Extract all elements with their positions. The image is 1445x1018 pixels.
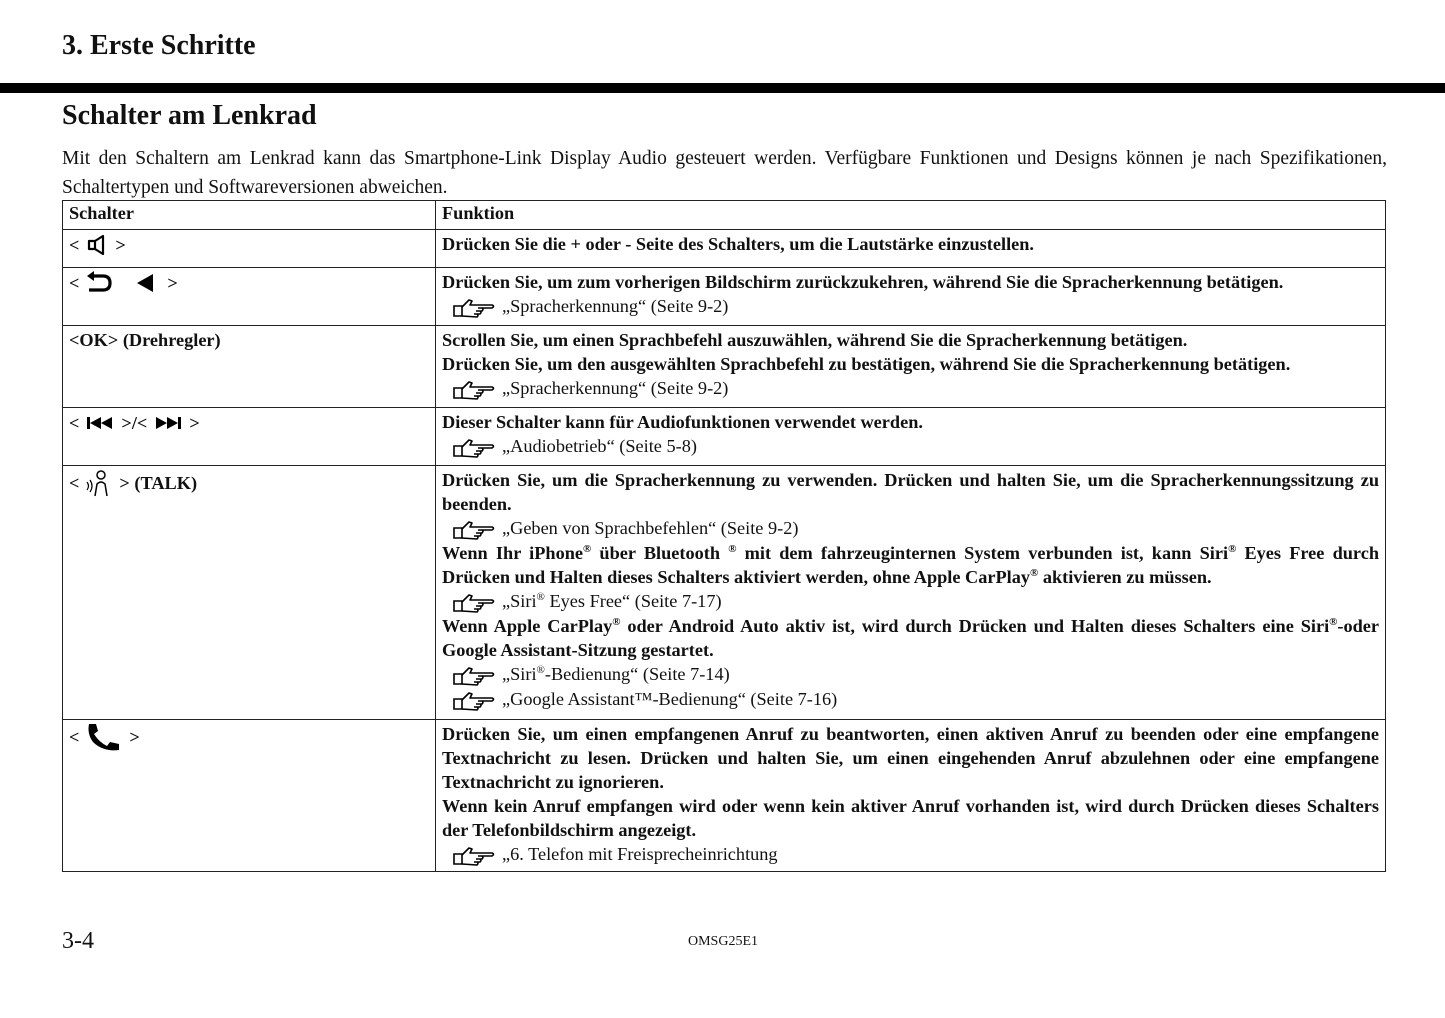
cross-reference[interactable] xyxy=(442,516,1379,541)
pointing-hand-icon xyxy=(452,689,496,711)
table-row xyxy=(63,230,1386,268)
cross-reference[interactable] xyxy=(442,687,1379,712)
cross-reference[interactable] xyxy=(442,434,1379,459)
cross-reference[interactable] xyxy=(442,294,1379,319)
skip-back-icon xyxy=(85,414,115,432)
bracket-open: < xyxy=(69,413,80,433)
table-row xyxy=(63,326,1386,408)
page-number: 3-4 xyxy=(62,928,94,954)
pointing-hand-icon xyxy=(452,664,496,686)
pointing-hand-icon xyxy=(452,436,496,458)
bracket-open: < xyxy=(69,235,80,255)
bracket-close: > (TALK) xyxy=(119,473,198,493)
pointing-hand-icon xyxy=(452,296,496,318)
column-header-schalter: Schalter xyxy=(63,201,436,230)
switch-phone xyxy=(69,722,429,752)
cross-reference[interactable] xyxy=(442,376,1379,401)
table-header-row xyxy=(63,201,1386,230)
bracket-close: > xyxy=(129,727,140,747)
bracket-close: > xyxy=(189,413,200,433)
switch-talk xyxy=(69,468,429,498)
pointing-hand-icon xyxy=(452,591,496,613)
switch-table xyxy=(62,200,1386,872)
switch-skip xyxy=(69,410,429,436)
function-text: Wenn kein Anruf empfangen wird oder wenn kein aktiver Anruf vorhanden ist, wird durch Drücken dieses Schalters der Telefonbildschirm angezeigt. xyxy=(442,796,1379,840)
reference-text[interactable]: „Siri® Eyes Free“ (Seite 7-17) xyxy=(502,590,722,611)
separator-text: >/< xyxy=(121,413,148,433)
function-text: Drücken Sie die + oder - Seite des Schalters, um die Lautstärke einzustellen. xyxy=(442,234,1034,254)
speaker-icon xyxy=(85,233,109,257)
function-text: Dieser Schalter kann für Audiofunktionen verwendet werden. xyxy=(442,412,923,432)
reference-text[interactable]: „Google Assistant™-Bedienung“ (Seite 7-16) xyxy=(502,689,838,709)
reference-text[interactable]: „Audiobetrieb“ (Seite 5-8) xyxy=(502,436,697,456)
function-text: Scrollen Sie, um einen Sprachbefehl auszuwählen, während Sie die Spracherkennung betätigen. xyxy=(442,330,1188,350)
bracket-close: > xyxy=(167,273,178,293)
reference-text[interactable]: „Spracherkennung“ (Seite 9-2) xyxy=(502,296,729,316)
section-title: Schalter am Lenkrad xyxy=(62,100,317,131)
cross-reference[interactable] xyxy=(442,662,1379,687)
phone-icon xyxy=(85,722,123,752)
switch-back xyxy=(69,270,429,296)
chapter-title: 3. Erste Schritte xyxy=(62,30,256,61)
cross-reference[interactable] xyxy=(442,589,1379,614)
reference-text[interactable]: „Spracherkennung“ (Seite 9-2) xyxy=(502,378,729,398)
skip-forward-icon xyxy=(153,414,183,432)
function-text: Drücken Sie, um zum vorherigen Bildschirm zurückzukehren, während Sie die Spracherkennung betätigen. xyxy=(442,272,1284,292)
intro-text: Mit den Schaltern am Lenkrad kann das Smartphone-Link Display Audio gesteuert werden. Verfügbare Funktionen und Designs können je nach Spezifikationen, Schaltertypen und Softwareversionen abweichen. xyxy=(62,148,1387,198)
bracket-open: < xyxy=(69,727,80,747)
table-row xyxy=(63,408,1386,466)
talk-icon xyxy=(85,468,113,498)
back-arrow-icon xyxy=(85,271,115,295)
reference-text[interactable]: „Siri®-Bedienung“ (Seite 7-14) xyxy=(502,663,730,684)
pointing-hand-icon xyxy=(452,844,496,866)
pointing-hand-icon xyxy=(452,378,496,400)
header-rule xyxy=(0,83,1445,93)
table-row xyxy=(63,720,1386,872)
left-triangle-icon xyxy=(131,271,161,295)
function-text: Drücken Sie, um die Spracherkennung zu verwenden. Drücken und halten Sie, um die Spracherkennungssitzung zu beenden. xyxy=(442,470,1379,514)
function-text: Drücken Sie, um den ausgewählten Sprachbefehl zu bestätigen, während Sie die Spracherkennung betätigen. xyxy=(442,354,1291,374)
function-text: Wenn Ihr iPhone® über Bluetooth ® mit dem fahrzeuginternen System verbunden ist, kann Siri® Eyes Free durch Drücken und Halten dieses Schalters aktiviert werden, ohne Apple CarPlay® aktivieren zu müssen. xyxy=(442,542,1379,587)
document-code: OMSG25E1 xyxy=(688,934,759,949)
table-row xyxy=(63,268,1386,326)
switch-ok-label: <OK> (Drehregler) xyxy=(69,330,221,350)
column-header-funktion: Funktion xyxy=(436,201,1386,230)
function-text: Drücken Sie, um einen empfangenen Anruf zu beantworten, einen aktiven Anruf zu beenden oder eine empfangene Textnachricht zu lesen. Drücken und halten Sie, um einen eingehenden Anruf abzulehnen oder eine empfangene Textnachricht zu ignorieren. xyxy=(442,724,1379,792)
reference-text[interactable]: „6. Telefon mit Freisprecheinrichtung xyxy=(502,844,778,864)
function-text: Wenn Apple CarPlay® oder Android Auto aktiv ist, wird durch Drücken und Halten dieses Schalters eine Siri®-oder Google Assistant-Sitzung gestartet. xyxy=(442,615,1379,660)
bracket-open: < xyxy=(69,473,80,493)
reference-text[interactable]: „Geben von Sprachbefehlen“ (Seite 9-2) xyxy=(502,518,799,538)
bracket-close: > xyxy=(115,235,126,255)
table-row xyxy=(63,466,1386,720)
pointing-hand-icon xyxy=(452,518,496,540)
switch-volume xyxy=(69,232,429,258)
bracket-open: < xyxy=(69,273,80,293)
cross-reference[interactable] xyxy=(442,842,1379,867)
